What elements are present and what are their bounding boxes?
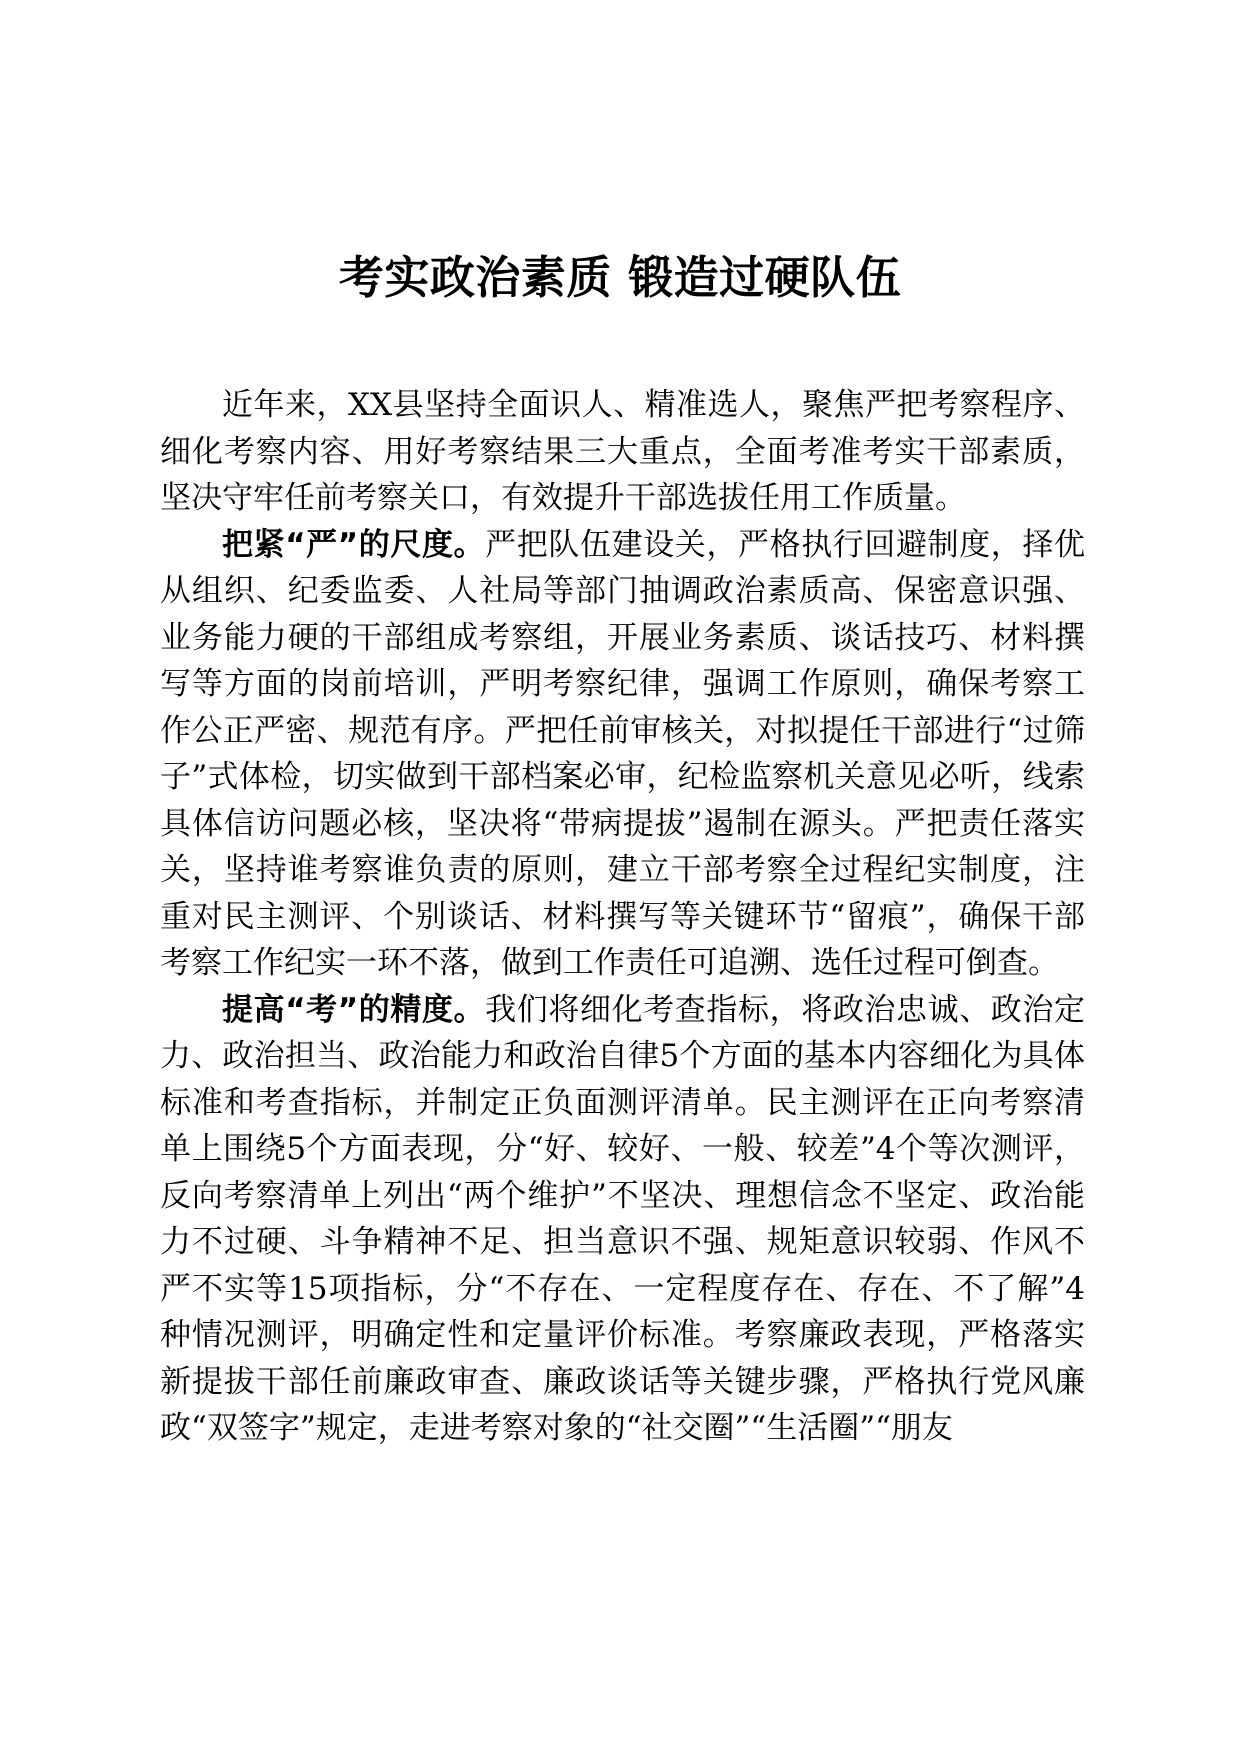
paragraph-exam-precision xyxy=(160,987,1085,1452)
paragraph-strict-measure xyxy=(160,522,1085,987)
paragraph-text: 严把队伍建设关，严格执行回避制度，择优从组织、纪委监委、人社局等部门抽调政治素质高、保密意识强、业务能力硬的干部组成考察组，开展业务素质、谈话技巧、材料撰写等方面的岗前培训，严明考察纪律，强调工作原则，确保考察工作公正严密、规范有序。严把任前审核关，对拟提任干部进行“过筛子”式体检，切实做到干部档案必审，纪检监察机关意见必听，线索具体信访问题必核，坚决将“带病提拔”遏制在源头。严把责任落实关，坚持谁考察谁负责的原则，建立干部考察全过程纪实制度，注重对民主测评、个别谈话、材料撰写等关键环节“留痕”，确保干部考察工作纪实一环不落，做到工作责任可追溯、选任过程可倒查。 xyxy=(160,526,1086,981)
paragraph-heading: 提高“考”的精度。 xyxy=(222,991,486,1028)
paragraph-text: 我们将细化考查指标，将政治忠诚、政治定力、政治担当、政治能力和政治自律5个方面的基本内容细化为具体标准和考查指标，并制定正负面测评清单。民主测评在正向考察清单上围绕5个方面表现，分“好、较好、一般、较差”4个等次测评，反向考察清单上列出“两个维护”不坚决、理想信念不坚定、政治能力不过硬、斗争精神不足、担当意识不强、规矩意识较弱、作风不严不实等15项指标，分“不存在、一定程度存在、存在、不了解”4种情况测评，明确定性和定量评价标准。考察廉政表现，严格落实新提拔干部任前廉政审查、廉政谈话等关键步骤，严格执行党风廉政“双签字”规定，走进考察对象的“社交圈”“生活圈”“朋友 xyxy=(160,991,1086,1446)
document-title: 考实政治素质 锻造过硬队伍 xyxy=(338,251,902,304)
paragraph-heading: 把紧“严”的尺度。 xyxy=(222,526,486,563)
paragraph-text: 近年来，XX县坚持全面识人、精准选人，聚焦严把考察程序、细化考察内容、用好考察结果三大重点，全面考准考实干部素质，坚决守牢任前考察关口，有效提升干部选拔任用工作质量。 xyxy=(160,387,1085,516)
document-body xyxy=(160,382,1085,1452)
paragraph-intro xyxy=(160,382,1085,522)
